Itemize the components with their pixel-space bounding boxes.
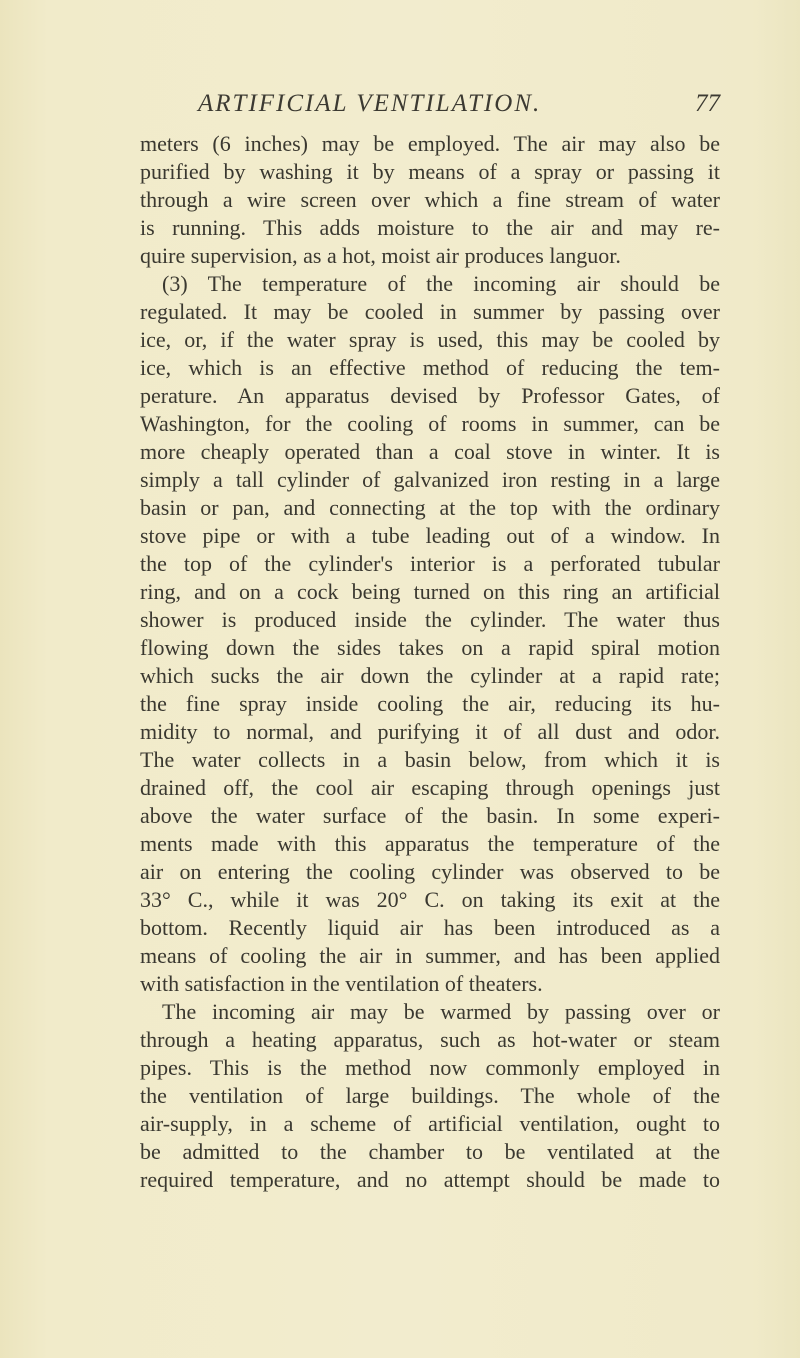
text-line: the ventilation of large buildings. The whole of the: [140, 1083, 720, 1108]
text-line: simply a tall cylinder of galvanized iron resting in a large: [140, 467, 720, 492]
text-line: the fine spray inside cooling the air, reducing its hu-: [140, 691, 720, 716]
text-line: ring, and on a cock being turned on this ring an artificial: [140, 579, 720, 604]
text-line: basin or pan, and connecting at the top with the ordinary: [140, 495, 720, 520]
body-text: [140, 130, 720, 1194]
text-line: through a wire screen over which a fine stream of water: [140, 187, 720, 212]
text-line: air-supply, in a scheme of artificial ventilation, ought to: [140, 1111, 720, 1136]
text-line: which sucks the air down the cylinder at a rapid rate;: [140, 663, 720, 688]
text-line: stove pipe or with a tube leading out of a window. In: [140, 523, 720, 548]
text-line: perature. An apparatus devised by Professor Gates, of: [140, 383, 720, 408]
text-line: regulated. It may be cooled in summer by passing over: [140, 299, 720, 324]
running-title: ARTIFICIAL VENTILATION.: [198, 90, 542, 117]
paragraph: [140, 270, 720, 998]
text-line: is running. This adds moisture to the air and may re-: [140, 215, 720, 240]
text-line: shower is produced inside the cylinder. The water thus: [140, 607, 720, 632]
text-line: required temperature, and no attempt should be made to: [140, 1167, 720, 1192]
text-line: ice, which is an effective method of reducing the tem-: [140, 355, 720, 380]
text-line: air on entering the cooling cylinder was observed to be: [140, 859, 720, 884]
text-line: be admitted to the chamber to be ventilated at the: [140, 1139, 720, 1164]
text-line: midity to normal, and purifying it of all dust and odor.: [140, 719, 720, 744]
text-line: quire supervision, as a hot, moist air produces languor.: [140, 243, 621, 268]
text-line: more cheaply operated than a coal stove in winter. It is: [140, 439, 720, 464]
text-line: meters (6 inches) may be employed. The air may also be: [140, 131, 720, 156]
page-number: 77: [695, 90, 720, 117]
text-line: the top of the cylinder's interior is a perforated tubular: [140, 551, 720, 576]
paragraph: [140, 130, 720, 270]
text-line: pipes. This is the method now commonly employed in: [140, 1055, 720, 1080]
text-line: bottom. Recently liquid air has been introduced as a: [140, 915, 720, 940]
text-line: drained off, the cool air escaping through openings just: [140, 775, 720, 800]
text-line: (3) The temperature of the incoming air should be: [162, 271, 720, 296]
running-head: [140, 90, 720, 126]
text-line: ments made with this apparatus the temperature of the: [140, 831, 720, 856]
text-line: means of cooling the air in summer, and has been applied: [140, 943, 720, 968]
text-line: Washington, for the cooling of rooms in summer, can be: [140, 411, 720, 436]
text-line: above the water surface of the basin. In some experi-: [140, 803, 720, 828]
text-line: purified by washing it by means of a spray or passing it: [140, 159, 720, 184]
text-line: through a heating apparatus, such as hot-water or steam: [140, 1027, 720, 1052]
text-line: The incoming air may be warmed by passing over or: [162, 999, 720, 1024]
paragraph: [140, 998, 720, 1194]
text-line: with satisfaction in the ventilation of theaters.: [140, 971, 543, 996]
text-line: 33° C., while it was 20° C. on taking its exit at the: [140, 887, 720, 912]
text-line: The water collects in a basin below, from which it is: [140, 747, 720, 772]
text-line: ice, or, if the water spray is used, this may be cooled by: [140, 327, 720, 352]
text-line: flowing down the sides takes on a rapid spiral motion: [140, 635, 720, 660]
